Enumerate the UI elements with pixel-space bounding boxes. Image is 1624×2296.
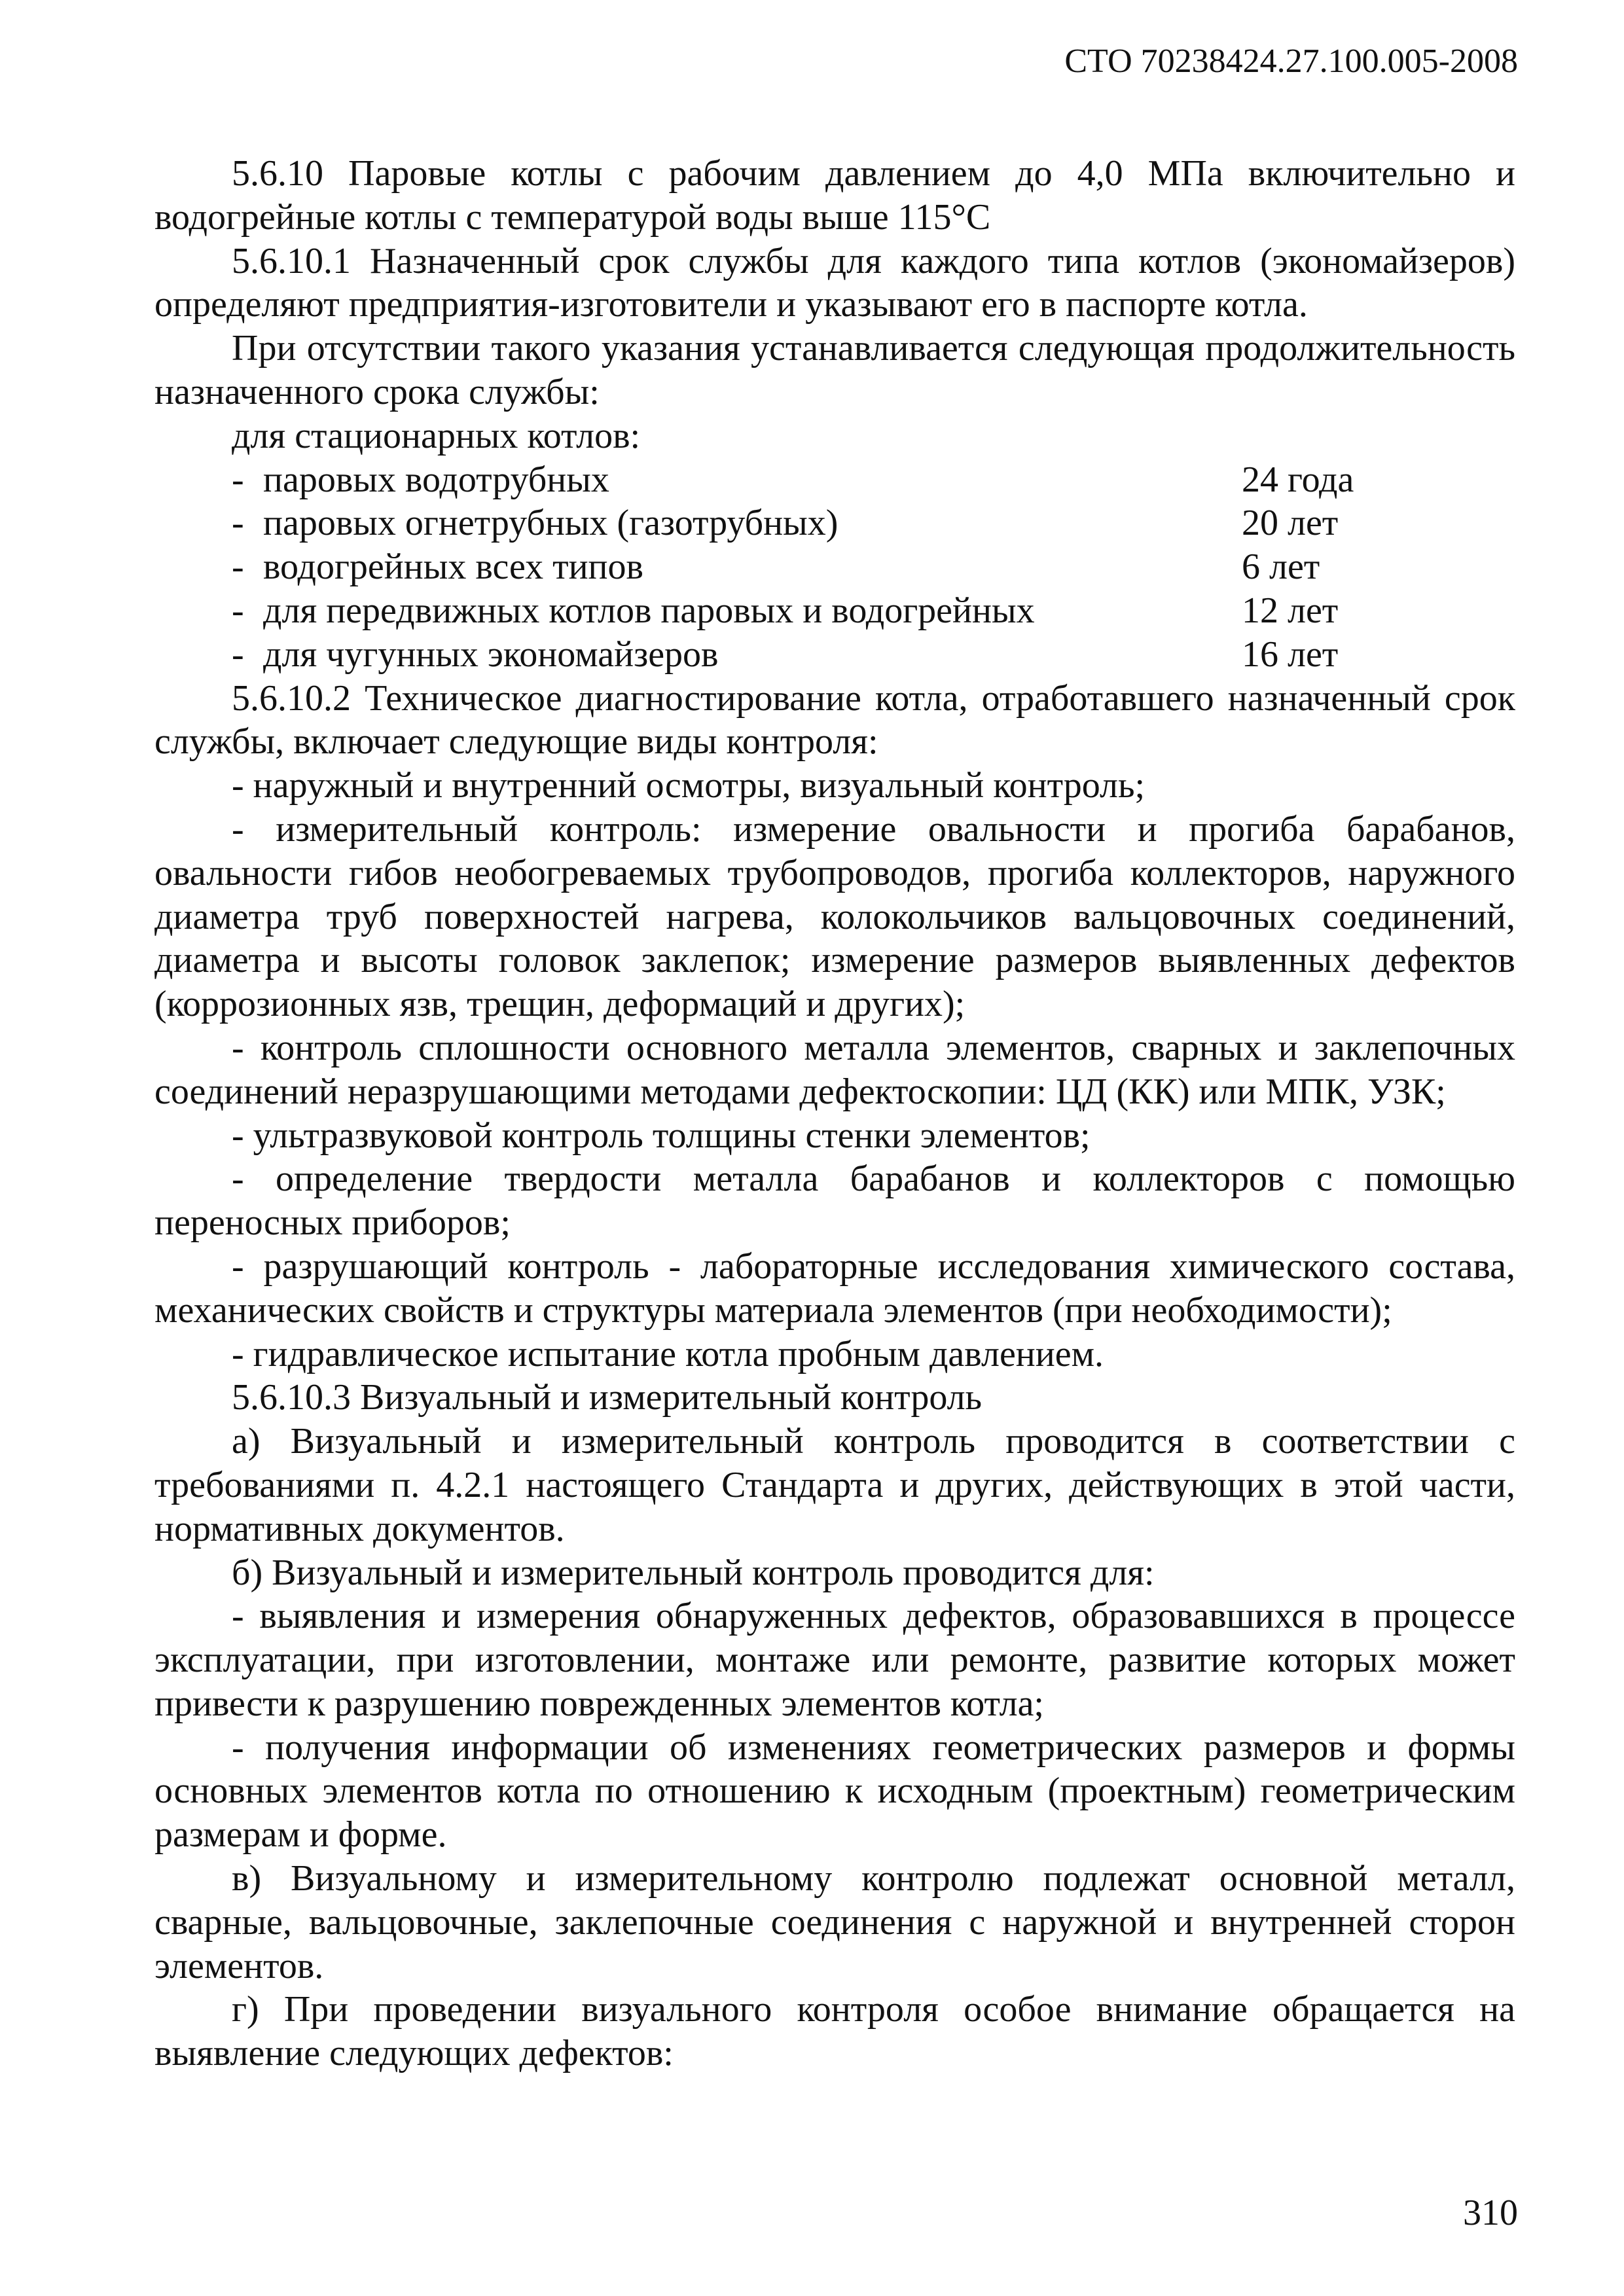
page-number: 310 [1463,2193,1518,2233]
control-type-item: - ультразвуковой контроль толщины стенки элементов; [232,1115,1091,1156]
list-item-value: 12 лет [1242,590,1339,631]
list-item-value: 20 лет [1242,503,1339,544]
stationary-boilers-label: для стационарных котлов: [232,415,641,456]
list-item-label: паровых огнетрубных (газотрубных) [263,503,839,544]
list-item-label: паровых водотрубных [263,459,609,500]
list-item-label: для передвижных котлов паровых и водогрейных [263,590,1035,631]
list-item [154,501,1515,545]
section-5-6-10-3-title: 5.6.10.3 Визуальный и измерительный контроль [232,1377,983,1418]
list-item [154,458,1515,502]
control-type-item: - разрушающий контроль - лабораторные исследования химического состава, механических свойств и структуры материала элементов (при необходимости); [154,1246,1515,1331]
list-item-value: 16 лет [1242,634,1339,675]
list-item-label: водогрейных всех типов [263,547,643,588]
control-type-item: - определение твердости металла барабанов и коллекторов с помощью переносных приборов; [154,1158,1515,1244]
list-item-value: 24 года [1242,459,1354,500]
clause-v: в) Визуальному и измерительному контролю подлежат основной металл, сварные, вальцовочные, заклепочные соединения с наружной и внутренней сторон элементов. [154,1858,1515,1986]
clause-b: б) Визуальный и измерительный контроль проводится для: [232,1552,1155,1593]
section-5-6-10-1-paragraph: 5.6.10.1 Назначенный срок службы для каждого типа котлов (экономайзеров) определяют предприятия-изготовители и указывают его в паспорте котла. [154,240,1515,325]
list-item [154,633,1515,677]
list-item-label: для чугунных экономайзеров [263,634,719,675]
list-dash: - [232,634,244,675]
control-type-item: - измерительный контроль: измерение овальности и прогиба барабанов, овальности гибов необогреваемых трубопроводов, прогиба коллекторов, наружного диаметра труб поверхностей нагрева, колокольчиков вальцовочных соединений, диаметра и высоты головок заклепок; измерение размеров выявленных дефектов (коррозионных язв, трещин, деформаций и других); [154,808,1515,1025]
page-body [154,152,1515,2075]
clause-b-item: - получения информации об изменениях геометрических размеров и формы основных элементов котла по отношению к исходным (проектным) геометрическим размерам и форме. [154,1727,1515,1856]
section-5-6-10-2-intro: 5.6.10.2 Техническое диагностирование котла, отработавшего назначенный срок службы, включает следующие виды контроля: [154,677,1515,762]
clause-a: а) Визуальный и измерительный контроль проводится в соответствии с требованиями п. 4.2.1 настоящего Стандарта и других, действующих в этой части, нормативных документов. [154,1421,1515,1549]
list-dash: - [232,547,244,588]
clause-g: г) При проведении визуального контроля особое внимание обращается на выявление следующих дефектов: [154,1989,1515,2074]
list-dash: - [232,590,244,631]
control-type-item: - гидравлическое испытание котла пробным давлением. [232,1333,1104,1374]
clause-b-item: - выявления и измерения обнаруженных дефектов, образовавшихся в процессе эксплуатации, при изготовлении, монтаже или ремонте, развитие которых может привести к разрушению поврежденных элементов котла; [154,1596,1515,1724]
control-type-item: - контроль сплошности основного металла элементов, сварных и заклепочных соединений неразрушающими методами дефектоскопии: ЦД (КК) или МПК, УЗК; [154,1027,1515,1112]
list-dash: - [232,459,244,500]
list-item [154,589,1515,633]
lifetime-list [154,458,1515,677]
list-item-value: 6 лет [1242,547,1320,588]
list-item [154,545,1515,589]
document-code-header: СТО 70238424.27.100.005-2008 [1064,43,1518,80]
lifetime-intro-paragraph: При отсутствии такого указания устанавливается следующая продолжительность назначенного срока службы: [154,328,1515,412]
section-5-6-10-title: 5.6.10 Паровые котлы с рабочим давлением до 4,0 МПа включительно и водогрейные котлы с температурой воды выше 115°С [154,153,1515,238]
control-type-item: - наружный и внутренний осмотры, визуальный контроль; [232,765,1146,806]
list-dash: - [232,503,244,544]
